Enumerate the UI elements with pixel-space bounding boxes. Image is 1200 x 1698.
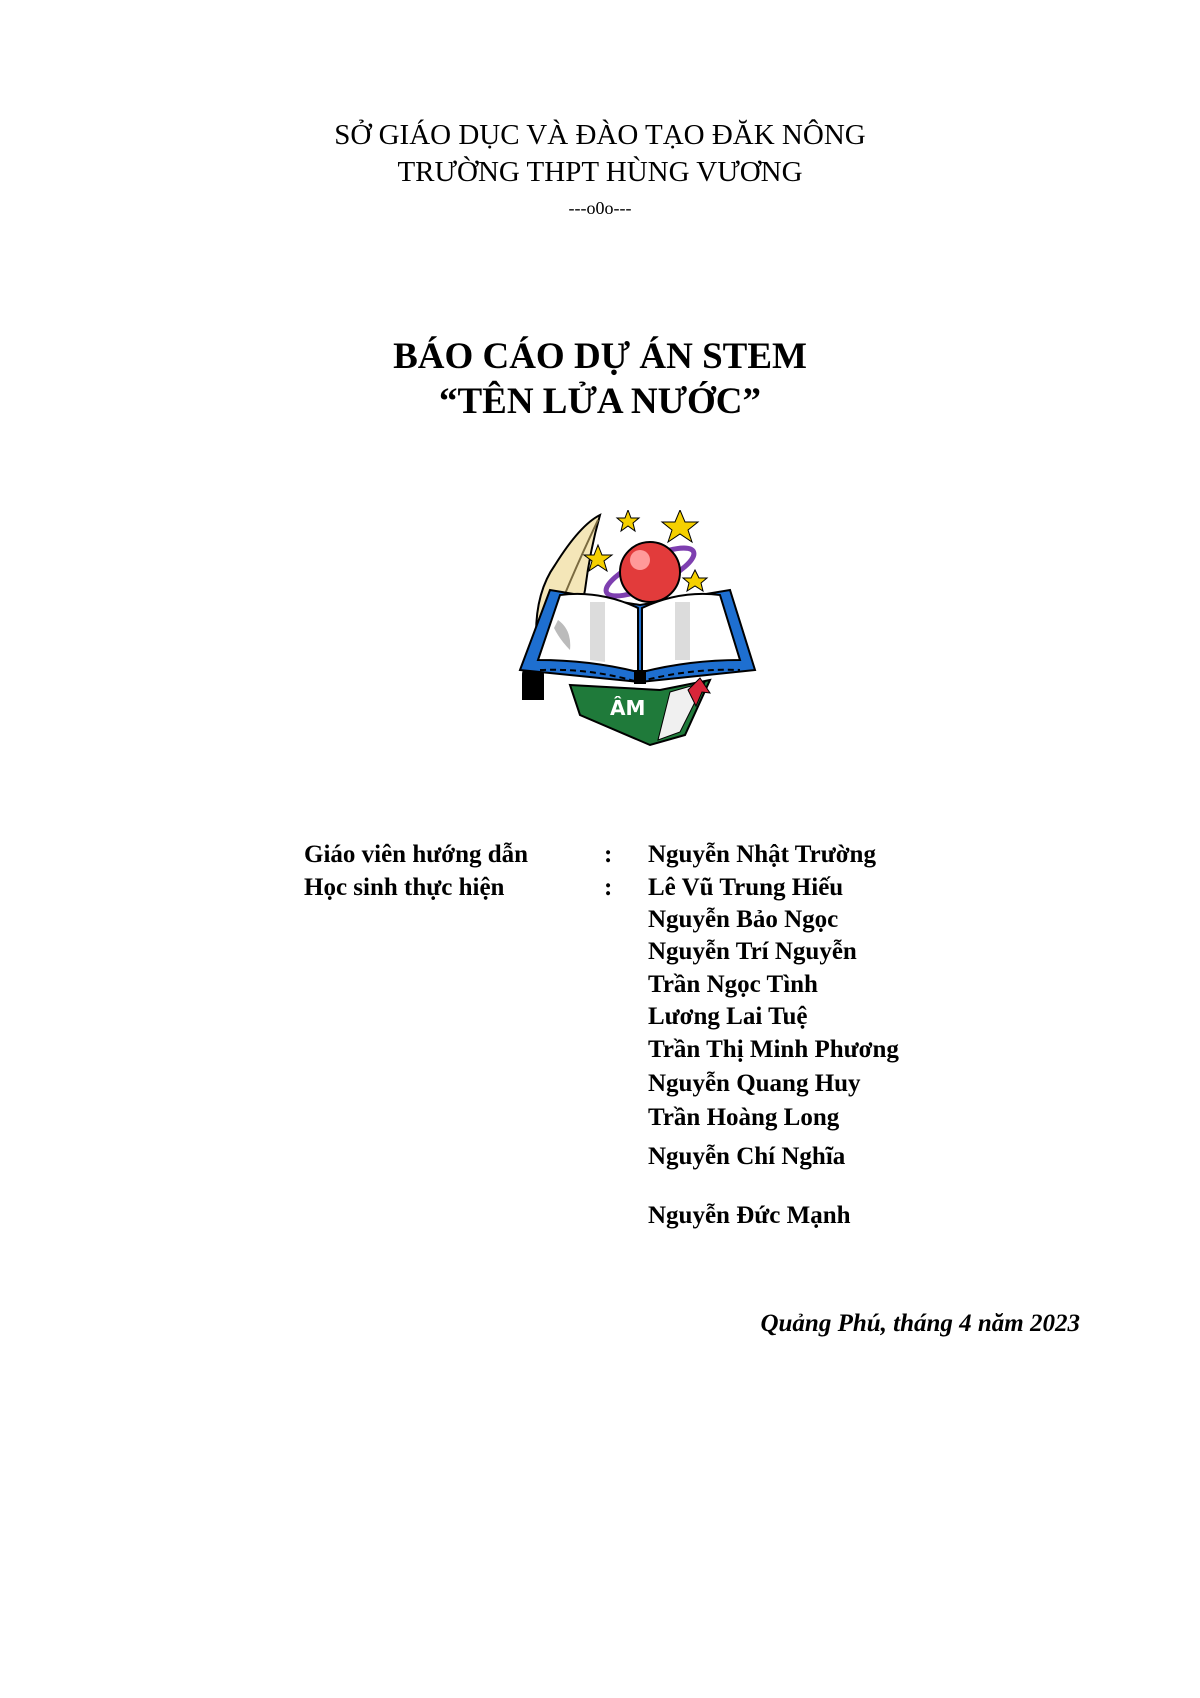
teacher-separator: : <box>604 841 613 868</box>
book-quill-planet-logo <box>510 510 770 770</box>
ornament-divider: ---o0o--- <box>568 198 632 218</box>
project-name: “TÊN LỬA NƯỚC” <box>438 381 762 422</box>
student-name: Nguyễn Bảo Ngọc <box>648 906 839 933</box>
students-separator: : <box>604 874 613 901</box>
student-name: Trần Thị Minh Phương <box>648 1036 899 1063</box>
report-title: BÁO CÁO DỰ ÁN STEM <box>393 336 807 377</box>
teacher-label: Giáo viên hướng dẫn <box>304 841 529 868</box>
logo-text: ÂM <box>610 696 646 720</box>
school-heading: TRƯỜNG THPT HÙNG VƯƠNG <box>397 156 803 188</box>
place-date: Quảng Phú, tháng 4 năm 2023 <box>760 1310 1080 1337</box>
students-label: Học sinh thực hiện <box>304 874 505 901</box>
student-name: Trần Hoàng Long <box>648 1104 840 1131</box>
student-name: Trần Ngọc Tình <box>648 971 818 998</box>
teacher-name: Nguyễn Nhật Trường <box>648 841 876 868</box>
student-name: Nguyễn Trí Nguyễn <box>648 938 857 965</box>
student-name: Lê Vũ Trung Hiếu <box>648 874 844 901</box>
student-name: Nguyễn Đức Mạnh <box>648 1202 851 1229</box>
department-heading: SỞ GIÁO DỤC VÀ ĐÀO TẠO ĐĂK NÔNG <box>334 119 866 151</box>
student-name: Nguyễn Quang Huy <box>648 1070 861 1097</box>
student-name: Lương Lai Tuệ <box>648 1003 808 1030</box>
student-name: Nguyễn Chí Nghĩa <box>648 1143 846 1170</box>
